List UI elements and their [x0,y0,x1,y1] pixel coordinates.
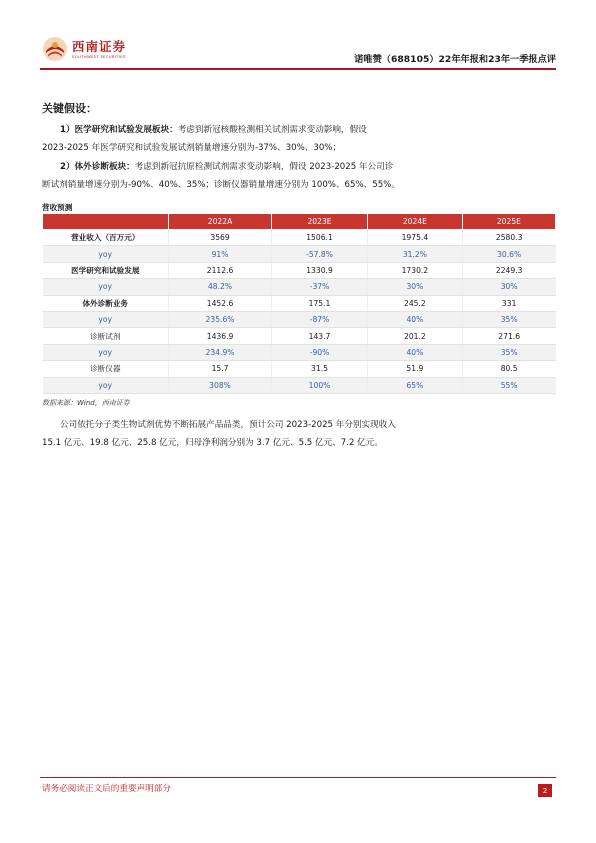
assumption-2-text-b: 断试剂销量增速分别为-90%、40%、35%；诊断仪器销量增速分别为 100%、65%、55%。 [42,180,400,190]
conclusion-line-2: 15.1 亿元、19.8 亿元、25.8 亿元，归母净利润分别为 3.7 亿元、5.5 亿元、7.2 亿元。 [42,438,383,448]
table-row [43,311,556,327]
assumption-1-text-b: 2023-2025 年医学研究和试验发展试剂销量增速分别为-37%、30%、30%； [42,143,342,153]
table-cell: -57.8% [272,246,368,262]
table-cell: 100% [272,377,368,393]
assumption-1-lead: 1）医学研究和试验发展板块： [60,125,178,135]
table-cell: 175.1 [272,295,368,311]
conclusion-paragraph [42,416,558,452]
assumption-paragraph-1 [42,121,558,157]
assumption-2-text-a: 考虑到新冠抗原检测试剂需求变动影响，假设 2023-2025 年公司诊 [134,162,394,172]
table-cell: 30% [367,279,462,295]
row-label: yoy [43,279,169,295]
table-cell: 143.7 [272,328,368,344]
table-row [43,295,556,311]
page-header [40,34,556,68]
logo-emblem-icon [42,36,68,62]
row-label: yoy [43,344,169,360]
table-row [43,328,556,344]
table-cell: 234.9% [169,344,272,360]
page-number: 2 [538,784,552,797]
table-row [43,361,556,377]
row-label: yoy [43,311,169,327]
table-cell: 1330.9 [272,262,368,278]
table-cell: 35% [462,311,555,327]
table-cell: 80.5 [462,361,555,377]
table-cell: 40% [367,344,462,360]
table-row [43,279,556,295]
row-label: 体外诊断业务 [43,295,169,311]
table-row [43,344,556,360]
table-cell: 55% [462,377,555,393]
table-cell: -90% [272,344,368,360]
conclusion-line-1: 公司依托分子类生物试剂优势不断拓展产品品类，预计公司 2023-2025 年分别实现收入 [60,420,396,430]
table-cell: 31.5 [272,361,368,377]
row-label: yoy [43,377,169,393]
table-row [43,377,556,393]
assumption-1-text-a: 考虑到新冠核酸检测相关试剂需求变动影响，假设 [177,125,367,135]
table-cell: 30% [462,279,555,295]
table-cell: 1975.4 [367,230,462,246]
table-header-cell: 2023E [272,214,368,230]
table-cell: 40% [367,311,462,327]
assumption-paragraph-2 [42,158,558,194]
table-header-row [43,214,556,230]
table-cell: 1436.9 [169,328,272,344]
table-cell: 15.7 [169,361,272,377]
table-cell: 3569 [169,230,272,246]
table-row [43,246,556,262]
table-cell: -87% [272,311,368,327]
row-label: 营业收入（百万元） [43,230,169,246]
logo-cn-text: 西南证券 [72,39,127,54]
row-label: yoy [43,246,169,262]
table-cell: 2580.3 [462,230,555,246]
table-cell: 35% [462,344,555,360]
table-cell: 1730.2 [367,262,462,278]
table-cell: 235.6% [169,311,272,327]
table-cell: 51.9 [367,361,462,377]
revenue-forecast-table [42,213,556,394]
table-cell: 1452.6 [169,295,272,311]
company-logo [40,34,190,68]
logo-en-text: SOUTHWEST SECURITIES [72,54,126,59]
table-header-cell: 2024E [367,214,462,230]
table-cell: -37% [272,279,368,295]
table-cell: 31.2% [367,246,462,262]
row-label: 诊断仪器 [43,361,169,377]
table-cell: 30.6% [462,246,555,262]
table-cell: 65% [367,377,462,393]
table-cell: 2112.6 [169,262,272,278]
table-row [43,262,556,278]
table-cell: 245.2 [367,295,462,311]
table-cell: 331 [462,295,555,311]
table-cell: 271.6 [462,328,555,344]
table-cell: 91% [169,246,272,262]
report-title: 诺唯赞（688105）22年年报和23年一季报点评 [354,54,556,65]
table-cell: 2249.3 [462,262,555,278]
table-header-cell: 2025E [462,214,555,230]
table-header-cell [43,214,169,230]
table-row [43,230,556,246]
header-divider [40,68,556,70]
table-cell: 1506.1 [272,230,368,246]
table-cell: 201.2 [367,328,462,344]
data-source-note: 数据来源：Wind，西南证券 [42,399,130,407]
section-title: 关键假设： [42,102,97,115]
row-label: 医学研究和试验发展 [43,262,169,278]
footer-divider [40,777,556,778]
table-title: 营收预测 [42,203,73,212]
table-header-cell: 2022A [169,214,272,230]
table-cell: 48.2% [169,279,272,295]
assumption-2-lead: 2）体外诊断板块： [60,162,135,172]
footer-disclaimer: 请务必阅读正文后的重要声明部分 [42,784,171,794]
row-label: 诊断试剂 [43,328,169,344]
table-cell: 308% [169,377,272,393]
